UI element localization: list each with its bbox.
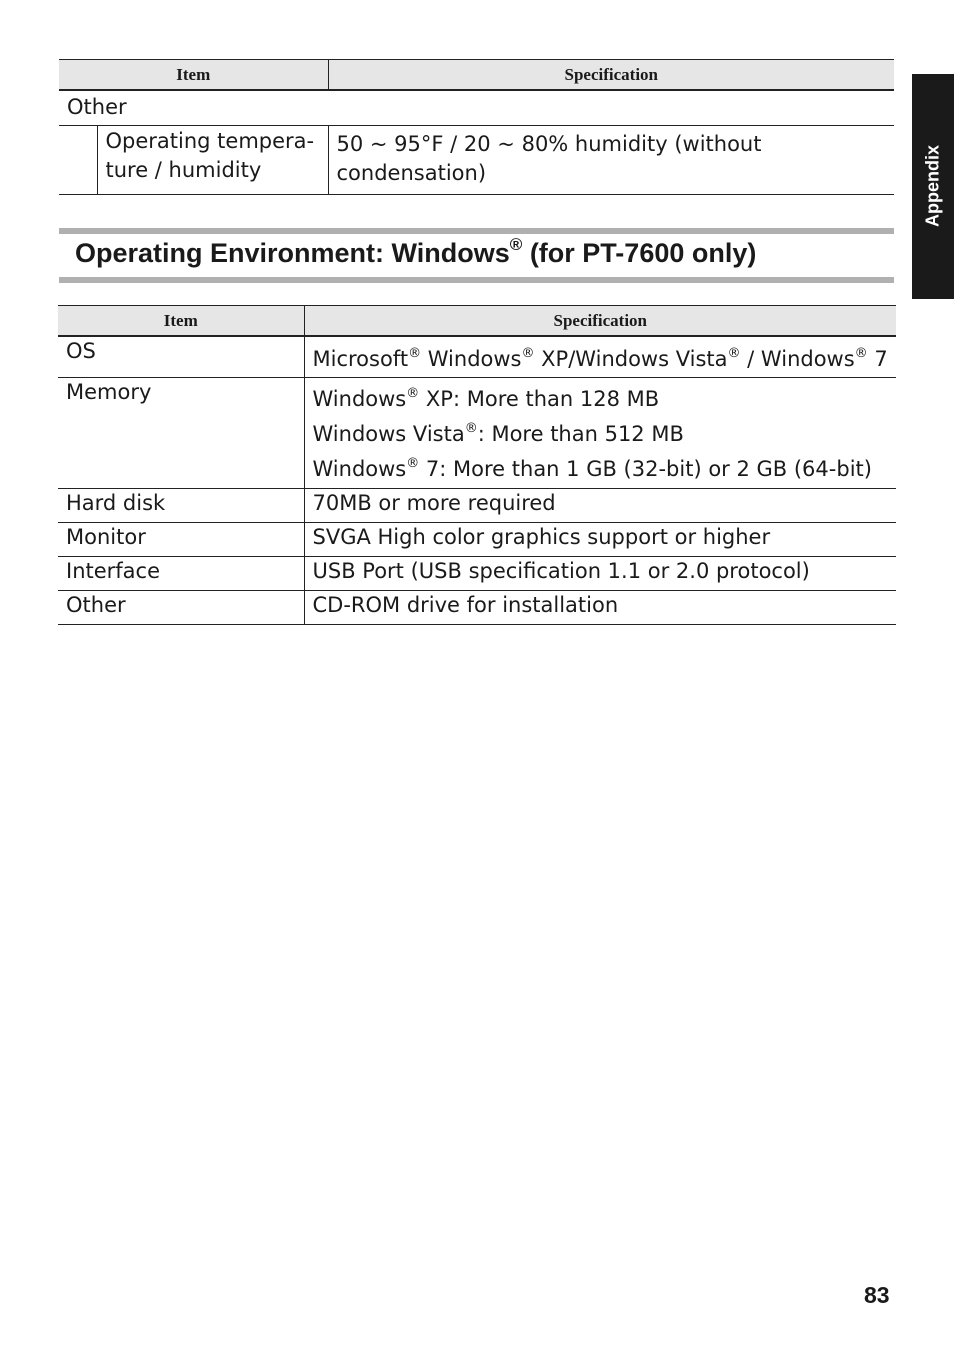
spec-os: Microsoft® Windows® XP/Windows Vista® / Windows® 7 (304, 336, 896, 378)
page-number: 83 (864, 1282, 890, 1308)
spec-memory: Windows® XP: More than 128 MB Windows Vista®: More than 512 MB Windows® 7: More than 1 GB (32-bit) or 2 GB (64-bit) (304, 378, 896, 489)
item-monitor: Monitor (58, 523, 304, 557)
spec-table-other (59, 59, 894, 195)
table-row (58, 557, 896, 591)
header-specification: Specification (304, 306, 896, 337)
spec-monitor: SVGA High color graphics support or higher (304, 523, 896, 557)
header-specification: Specification (328, 60, 894, 91)
item-operating-temperature: Operating tempera- ture / humidity (97, 126, 328, 195)
appendix-side-tab (912, 74, 954, 299)
header-item: Item (59, 60, 328, 91)
item-os: OS (58, 336, 304, 378)
spec-operating-temperature: 50 ~ 95°F / 20 ~ 80% humidity (without condensation) (328, 126, 894, 195)
item-hard-disk: Hard disk (58, 489, 304, 523)
header-item: Item (58, 306, 304, 337)
spec-interface: USB Port (USB specification 1.1 or 2.0 protocol) (304, 557, 896, 591)
table-row (59, 126, 894, 195)
section-title: Operating Environment: Windows® (for PT-7600 only) (75, 235, 757, 268)
table-header-row (58, 306, 896, 337)
table-row (58, 591, 896, 625)
side-tab-label: Appendix (922, 144, 943, 228)
table-row (58, 489, 896, 523)
item-other: Other (58, 591, 304, 625)
table-row (58, 378, 896, 489)
table-row (58, 336, 896, 378)
table-header-row (59, 60, 894, 91)
table-row (59, 90, 894, 126)
spec-hard-disk: 70MB or more required (304, 489, 896, 523)
indent-cell (59, 126, 97, 195)
section-heading (59, 228, 894, 283)
group-label-other: Other (59, 90, 894, 126)
spec-other: CD-ROM drive for installation (304, 591, 896, 625)
table-row (58, 523, 896, 557)
item-memory: Memory (58, 378, 304, 489)
spec-table-windows (58, 305, 896, 625)
item-interface: Interface (58, 557, 304, 591)
